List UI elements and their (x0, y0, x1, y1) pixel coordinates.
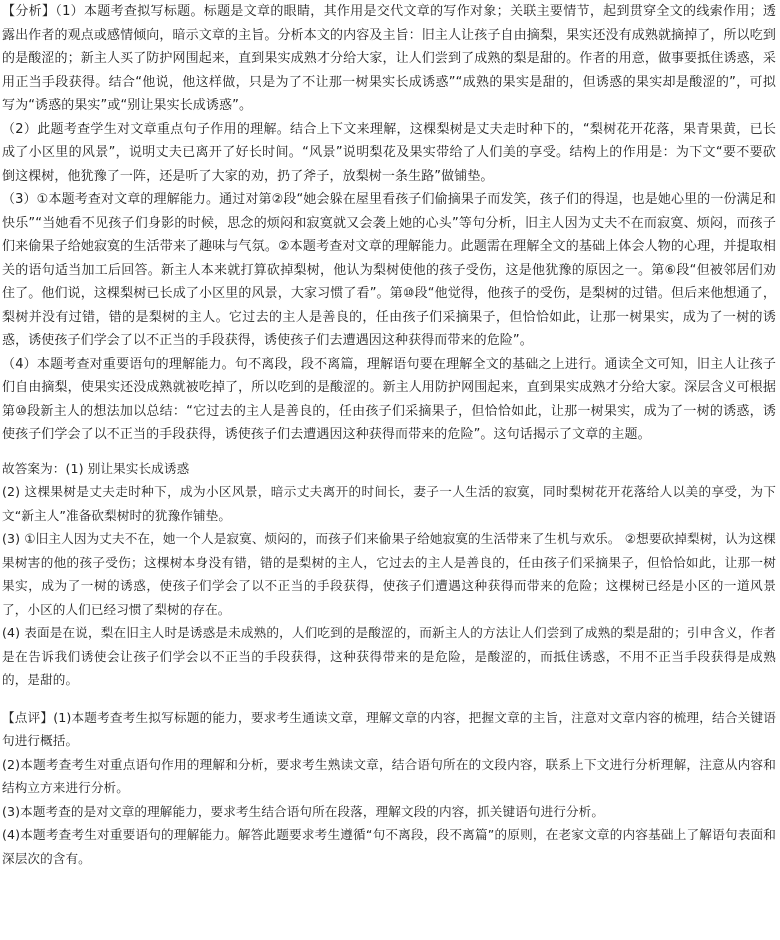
analysis-section (2, 0, 776, 447)
comment-1: 【点评】(1)本题考查考生拟写标题的能力，要求考生通读文章，理解文章的内容，把握文章的主旨，注意对文章内容的梳理，结合关键语句进行概括。 (2, 709, 776, 748)
comment-2: (2)本题考查考生对重点语句作用的理解和分析，要求考生熟读文章，结合语句所在的文段内容，联系上下文进行分析理解，注意从内容和结构立方来进行分析。 (2, 756, 776, 795)
answer-3: (3) ①旧主人因为丈夫不在，她一个人是寂寞、烦闷的，而孩子们来偷果子给她寂寞的生活带来了生机与欢乐。 ②想要砍掉梨树，认为这棵果树害的他的孩子受伤；这棵树本身没有错，错的是梨树的主人，它过去的主人是善良的，任由孩子们采摘果子，但恰恰如此，让那一树果实，成为了一树的诱惑，使孩子们学会了以不正当的手段获得，使孩子们遭遇这种获得而带来的危险；这棵树已经是小区的一道风景了，小区的人们已经习惯了梨树的存在。 (2, 531, 776, 617)
analysis-part-1: 【分析】（1）本题考查拟写标题。标题是文章的眼睛，其作用是交代文章的写作对象；关联主要情节，起到贯穿全文的线索作用；透露出作者的观点或感情倾向，暗示文章的主旨。分析本文的内容及主旨：旧主人让孩子自由摘梨，果实还没有成熟就摘掉了，所以吃到的是酸涩的；新主人买了防护网围起来，直到果实成熟才分给大家，让人们尝到了成熟的梨是甜的。作者的用意，做事要抵住诱惑，采用正当手段获得。结合“他说，他这样做，只是为了不让那一树果实长成诱惑”“成熟的果实是甜的，但诱惑的果实却是酸涩的”，可拟写为“诱惑的果实”或“别让果实长成诱惑”。 (2, 4, 776, 113)
comment-4: (4)本题考查考生对重要语句的理解能力。解答此题要求考生遵循“句不离段，段不离篇”的原则，在老家文章的内容基础上了解语句表面和深层次的含有。 (2, 827, 776, 866)
comment-section (2, 706, 776, 871)
answer-4: (4) 表面是在说，梨在旧主人时是诱惑是未成熟的，人们吃到的是酸涩的，而新主人的方法让人们尝到了成熟的梨是甜的；引申含义，作者是在告诉我们诱使会让孩子们学会以不正当的手段获得，这种获得带来的是危险，是酸涩的，而抵住诱惑，不用不正当手段获得是成熟的，是甜的。 (2, 625, 776, 687)
comment-3: (3)本题考查的是对文章的理解能力，要求考生结合语句所在段落，理解文段的内容，抓关键语句进行分析。 (2, 803, 605, 819)
analysis-part-3: （3）①本题考查对文章的理解能力。通过对第②段“她会躲在屋里看孩子们偷摘果子而发笑，孩子们的得逞，也是她心里的一份满足和快乐”“当她看不见孩子们身影的时候，思念的烦闷和寂寞就又会袭上她的心头”等句分析，旧主人因为丈夫不在而寂寞、烦闷，而孩子们来偷果子给她寂寞的生活带来了趣味与气氛。②本题考查对文章的理解能力。此题需在理解全文的基础上体会人物的心理，并提取相关的语句适当加工后回答。新主人本来就打算砍掉梨树，他认为梨树使他的孩子受伤，这是他犹豫的原因之一。第⑥段“但被邻居们劝住了。他们说，这棵梨树已长成了小区里的风景，大家习惯了看”。第⑩段“他觉得，他孩子的受伤，是梨树的过错。但后来他想通了，梨树并没有过错，错的是梨树的主人。它过去的主人是善良的，任由孩子们采摘果子，但恰恰如此，让那一树果实，成为了一树的诱惑，诱使孩子们学会了以不正当的手段获得，诱使孩子们去遭遇因这种获得而带来的危险”。 (2, 192, 776, 348)
answer-section (2, 457, 776, 692)
analysis-part-2: （2）此题考查学生对文章重点句子作用的理解。结合上下文来理解，这棵梨树是丈夫走时种下的，“梨树花开花落，果青果黄，已长成了小区里的风景”，说明丈夫已离开了好长时间。“风景”说明梨花及果实带给了人们美的享受。结构上的作用是：为下文“要不要砍倒这棵树，他犹豫了一阵，还是听了大家的劝，扔了斧子，放梨树一条生路”做铺垫。 (2, 121, 776, 184)
analysis-part-4: （4）本题考查对重要语句的理解能力。句不离段，段不离篇，理解语句要在理解全文的基础之上进行。通读全文可知，旧主人让孩子们自由摘梨，使果实还没成熟就被吃掉了，所以吃到的是酸涩的。新主人用防护网围起来，直到果实成熟才分给大家。深层含义可根据第⑩段新主人的想法加以总结：“它过去的主人是善良的，任由孩子们采摘果子，但恰恰如此，让那一树果实，成为了一树的诱惑，诱使孩子们学会了以不正当的手段获得，诱使孩子们去遭遇因这种获得而带来的危险”。这句话揭示了文章的主题。 (2, 356, 776, 442)
answer-2: (2) 这棵果树是丈夫走时种下，成为小区风景，暗示丈夫离开的时间长，妻子一人生活的寂寞，同时梨树花开花落给人以美的享受，为下文“新主人”准备砍梨树时的犹豫作铺垫。 (2, 484, 776, 523)
answer-1: 故答案为：(1) 别让果实长成诱惑 (2, 460, 190, 476)
